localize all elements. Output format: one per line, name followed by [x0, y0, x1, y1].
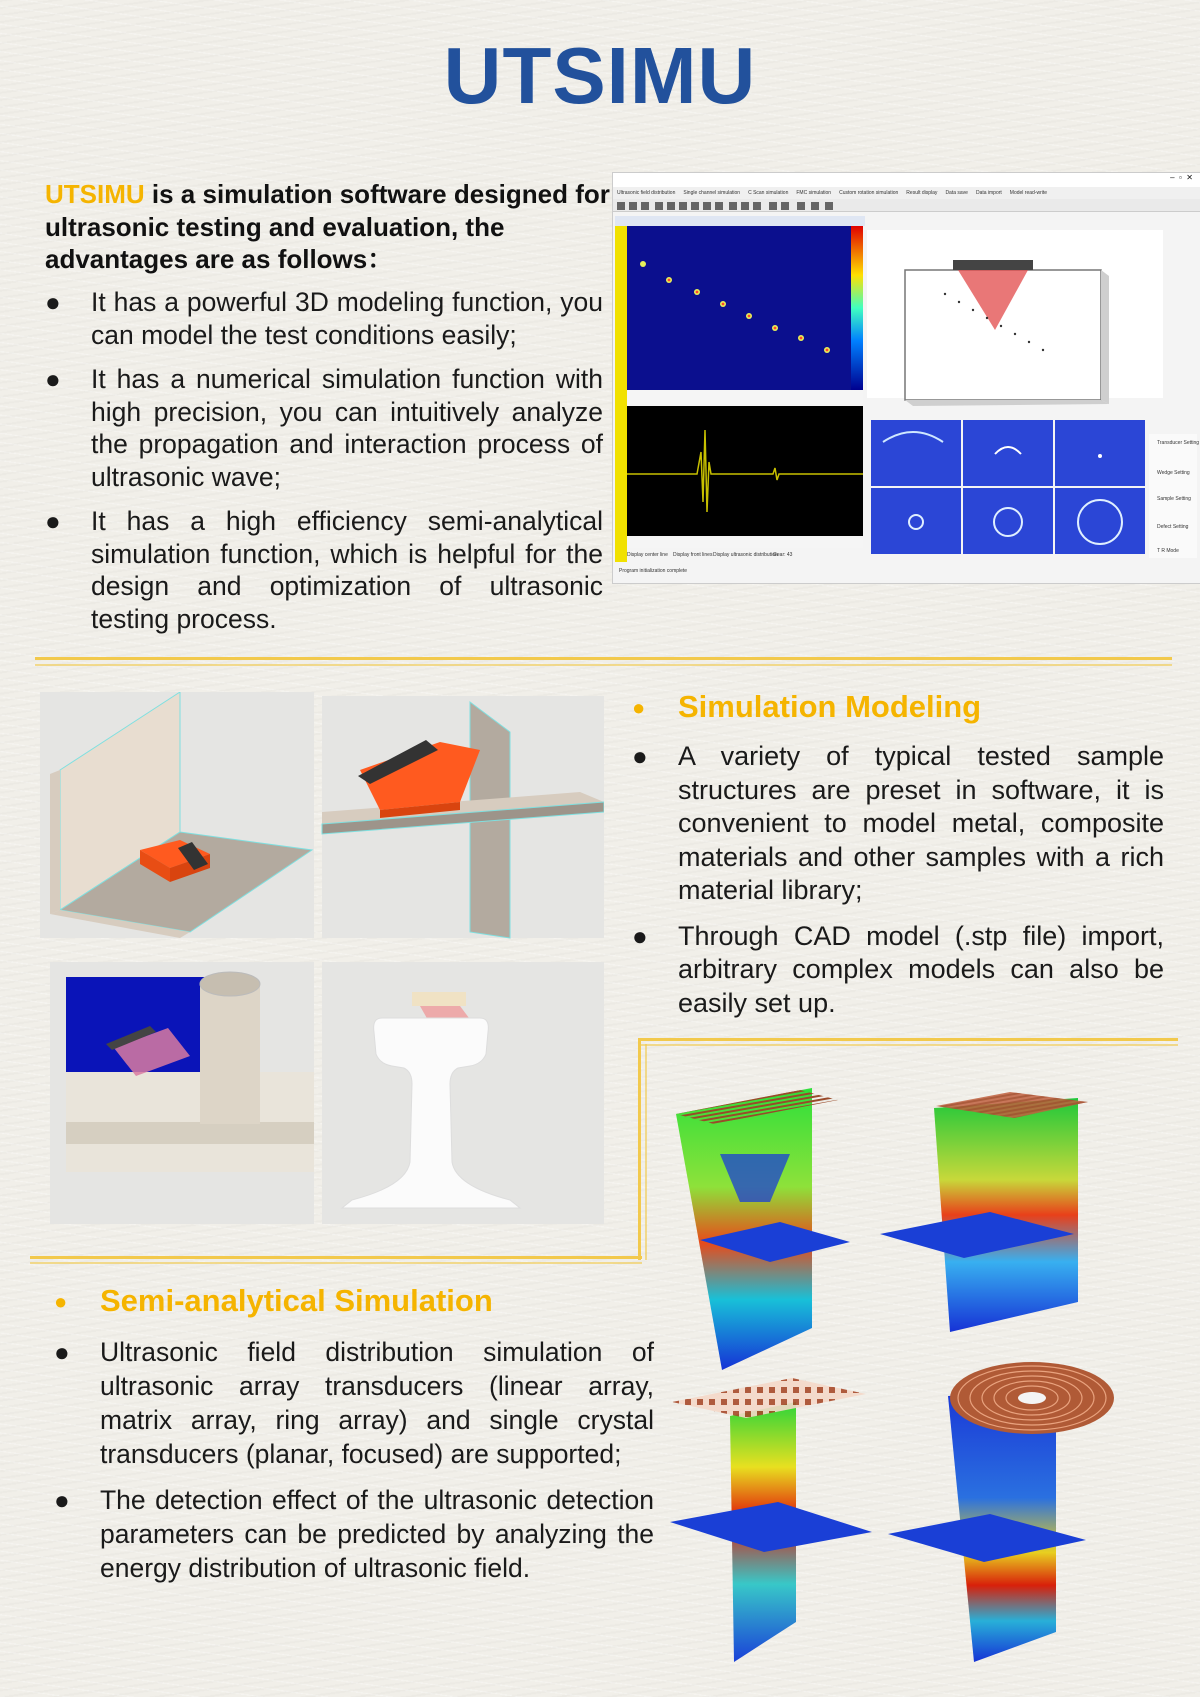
side-button[interactable]: Defect Setting: [1157, 524, 1189, 530]
frame-line: [638, 1038, 1178, 1041]
semi-bullet: ● The detection effect of the ultrasonic detection parameters can be predicted by analyzing the energy distribution of ultrasonic field.: [54, 1485, 654, 1583]
svg-text:Display front lines[interactable]: Display front lines: [673, 552, 713, 558]
bullet-icon: ●: [632, 741, 648, 771]
modeling-bullet: ● Through CAD model (.stp file) import, arbitrary complex models can also be easily set up.: [632, 920, 1164, 1018]
section-divider: [35, 657, 1172, 660]
planar-transducer-field: [880, 1092, 1088, 1332]
frame-line: [30, 1256, 642, 1259]
frame-line: [638, 1038, 641, 1260]
intro-bullet: ● It has a high efficiency semi-analytical simulation function, which is helpful for the design and optimization of ultrasonic testing process.: [45, 506, 603, 634]
frame-line: [30, 1262, 642, 1264]
window-controls: – ▫ ✕: [613, 173, 1200, 187]
side-button[interactable]: Wedge Setting: [1157, 470, 1190, 476]
status-text: Program initialization complete: [619, 568, 688, 574]
svg-text:Gear: 43[interactable]: Gear: 43: [773, 552, 793, 558]
linear-array-field: [676, 1088, 850, 1370]
intro-heading: [45, 178, 625, 276]
toolbar-icons[interactable]: [613, 200, 853, 212]
menu-item[interactable]: Single channel simulation: [683, 190, 741, 196]
matrix-array-field: [670, 1378, 872, 1662]
intro-text: is a simulation software designed for ultrasonic testing and evaluation, the advantages are as follows：: [45, 179, 610, 274]
frame-line: [638, 1044, 1178, 1046]
intro-bullet: ● It has a numerical simulation function with high precision, you can intuitively analyze the propagation and interaction process of ultrasonic wave;: [45, 364, 603, 492]
bullet-icon: ●: [45, 506, 61, 536]
intro-block: [45, 178, 625, 276]
bullet-icon: ●: [54, 1289, 68, 1314]
semi-bullet: ● Ultrasonic field distribution simulation of ultrasonic array transducers (linear array, matrix array, ring array) and single crystal transducers (planar, focused) are supported;: [54, 1337, 654, 1469]
bullet-icon: ●: [45, 364, 61, 394]
bullet-icon: ●: [632, 920, 648, 951]
side-button[interactable]: Sample Setting: [1157, 496, 1191, 502]
toolbar[interactable]: [613, 199, 1200, 212]
modeling-heading: ● Simulation Modeling: [632, 689, 982, 724]
menu-item[interactable]: Ultrasonic field distribution: [617, 190, 676, 196]
menu-item[interactable]: C Scan simulation: [748, 190, 789, 196]
menu-item[interactable]: Result display: [906, 190, 938, 196]
svg-text:Display ultrasonic distributio[interactable]: Display ultrasonic distribution: [713, 552, 778, 558]
intro-bullets: [45, 286, 603, 647]
side-button[interactable]: T R Mode: [1157, 548, 1179, 554]
brand-name: UTSIMU: [45, 179, 145, 209]
semi-heading: ● Semi-analytical Simulation: [54, 1283, 493, 1318]
menu-bar[interactable]: [613, 187, 1200, 199]
ring-array-field: [888, 1362, 1114, 1662]
bullet-icon: ●: [632, 695, 646, 720]
field-simulations: [660, 1062, 1180, 1692]
modeling-bullet: ● A variety of typical tested sample structures are preset in software, it is convenient to model metal, composite materials and other samples with a rich material library;: [632, 741, 1164, 905]
semi-bullets: [54, 1335, 654, 1597]
bullet-icon: ●: [54, 1485, 70, 1515]
page-title: UTSIMU: [443, 31, 757, 120]
menu-item[interactable]: Model read-write: [1009, 190, 1048, 196]
side-button[interactable]: Transducer Setting: [1157, 440, 1200, 446]
software-screenshot: [612, 172, 1200, 584]
menu-item[interactable]: Custom rotation simulation: [839, 190, 899, 196]
bullet-icon: ●: [54, 1337, 70, 1367]
menu-item[interactable]: Data save: [945, 190, 968, 196]
section-divider: [35, 664, 1172, 666]
bullet-icon: ●: [45, 287, 61, 317]
software-viewports: [613, 212, 1200, 582]
modeling-images: [40, 692, 604, 1232]
modeling-bullets: [632, 740, 1164, 1032]
menu-item[interactable]: FMC simulation: [796, 190, 832, 196]
frame-line: [645, 1044, 647, 1260]
intro-bullet: ● It has a powerful 3D modeling function, you can model the test conditions easily;: [45, 287, 603, 350]
checkbox-row[interactable]: Display center line: [627, 552, 668, 558]
menu-item[interactable]: Data import: [975, 190, 1002, 196]
